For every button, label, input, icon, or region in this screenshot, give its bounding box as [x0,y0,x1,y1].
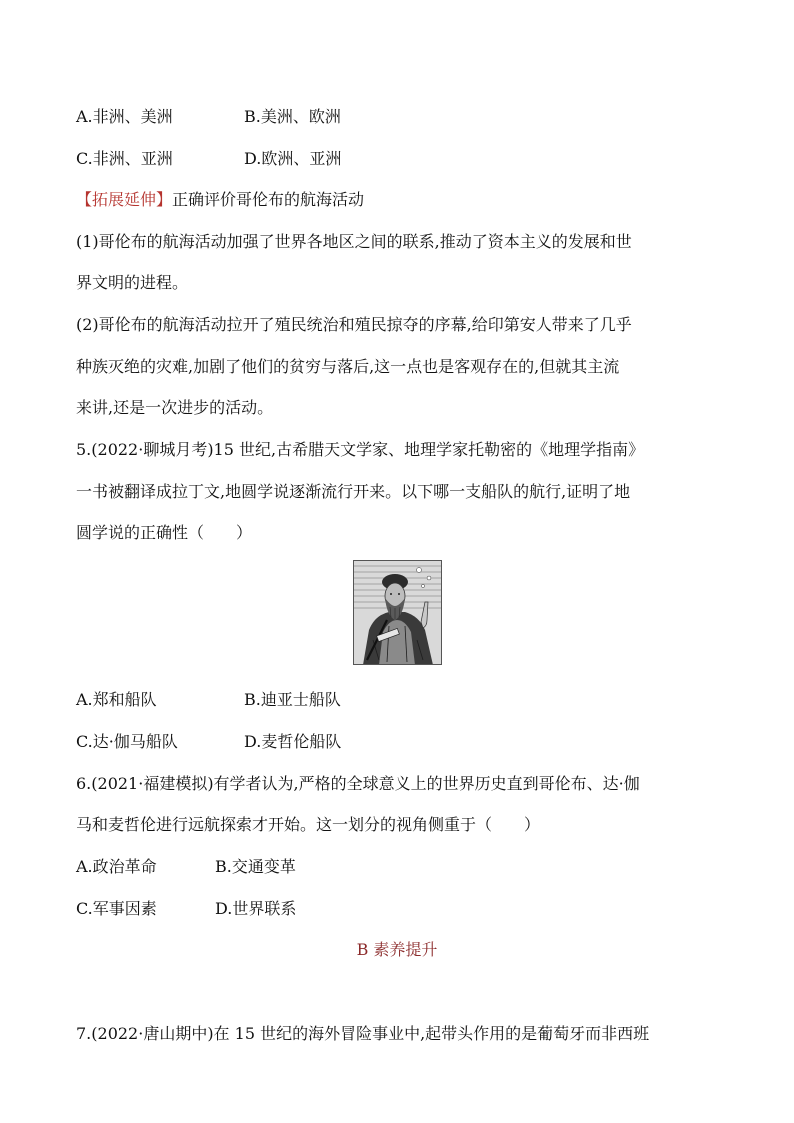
q5-option-a: A.郑和船队 [76,690,157,709]
q6-option-c: C.军事因素 [76,899,157,918]
q5-option-d: D.麦哲伦船队 [244,732,342,751]
extension-p1-line2: 界文明的进程。 [76,273,189,292]
q4-option-c: C.非洲、亚洲 [76,149,173,168]
section-b-heading: B 素养提升 [356,940,438,959]
q4-option-a: A.非洲、美洲 [76,107,173,126]
q4-option-d: D.欧洲、亚洲 [244,149,342,168]
q6-stem-line2: 马和麦哲伦进行远航探索才开始。这一划分的视角侧重于（ ） [76,815,541,834]
q6-option-d: D.世界联系 [215,899,297,918]
extension-title: 正确评价哥伦布的航海活动 [172,190,365,209]
extension-p1-line1: (1)哥伦布的航海活动加强了世界各地区之间的联系,推动了资本主义的发展和世 [76,232,632,251]
ptolemy-portrait-image [353,560,442,665]
q5-stem-line1: 5.(2022·聊城月考)15 世纪,古希腊天文学家、地理学家托勒密的《地理学指南》 [76,440,645,459]
q6-option-a: A.政治革命 [76,857,157,876]
q5-option-b: B.迪亚士船队 [244,690,341,709]
q6-stem-line1: 6.(2021·福建模拟)有学者认为,严格的全球意义上的世界历史直到哥伦布、达·伽 [76,774,640,793]
q5-stem-line3: 圆学说的正确性（ ） [76,523,253,542]
q6-option-b: B.交通变革 [215,857,296,876]
extension-heading [76,189,364,211]
extension-p2-line3: 来讲,还是一次进步的活动。 [76,398,274,417]
q5-option-c: C.达·伽马船队 [76,732,178,751]
q5-stem-line2: 一书被翻译成拉丁文,地圆学说逐渐流行开来。以下哪一支船队的航行,证明了地 [76,482,631,501]
q4-option-b: B.美洲、欧洲 [244,107,341,126]
extension-p2-line1: (2)哥伦布的航海活动拉开了殖民统治和殖民掠夺的序幕,给印第安人带来了几乎 [76,315,632,334]
extension-p2-line2: 种族灭绝的灾难,加剧了他们的贫穷与落后,这一点也是客观存在的,但就其主流 [76,357,620,376]
extension-tag: 【拓展延伸】 [76,190,173,209]
q7-stem-line1: 7.(2022·唐山期中)在 15 世纪的海外冒险事业中,起带头作用的是葡萄牙而非西班 [76,1024,650,1043]
